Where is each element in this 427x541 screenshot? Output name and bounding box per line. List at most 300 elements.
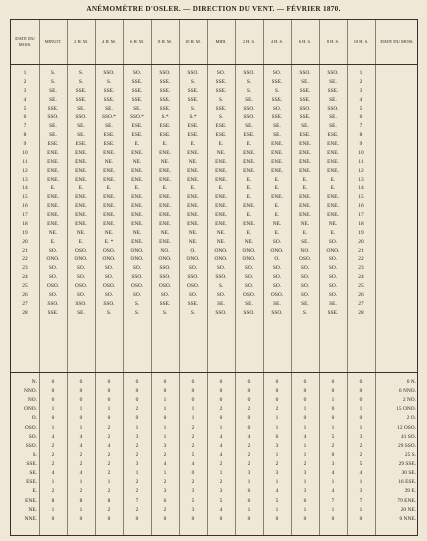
wind-cell: ESE. (215, 123, 227, 130)
count-cell: 0 (331, 451, 335, 458)
wind-cell: S. (218, 283, 224, 290)
wind-cell: E. (190, 141, 196, 148)
count-cell: 2 (163, 451, 167, 458)
wind-cell: SSO. (47, 300, 59, 307)
count-cell: 2 (135, 479, 139, 486)
count-cell: 2 (163, 506, 167, 513)
wind-cell: S.* (189, 114, 197, 121)
wind-cell: SSE. (159, 87, 171, 94)
count-cell: 1 (191, 415, 195, 422)
count-cell: 3 (247, 470, 251, 477)
count-cell: 0 (331, 388, 335, 395)
count-cell: 3 (359, 433, 363, 440)
wind-cell: SSE. (47, 105, 59, 112)
count-cell: 1 (163, 470, 167, 477)
date-cell: 21 (358, 247, 364, 254)
wind-cell: S. (190, 309, 196, 316)
count-cell: 4 (275, 488, 279, 495)
count-cell: 0 (135, 379, 139, 385)
wind-cell: SO. (272, 238, 282, 245)
count-cell: 2 (191, 424, 195, 431)
wind-cell: S. (162, 309, 168, 316)
wind-cell: SO. (104, 292, 114, 298)
count-cell: 1 (51, 479, 55, 486)
wind-cell: ENE. (159, 212, 171, 219)
count-cell: 1 (247, 506, 251, 513)
count-cell: 6 (247, 488, 251, 495)
count-cell: 2 (107, 470, 111, 477)
date-cell: 17 (22, 212, 28, 219)
wind-cell: E. (162, 185, 168, 192)
count-cell: 0 (107, 379, 111, 385)
wind-cell: E. (246, 194, 252, 201)
count-cell: 0 (107, 415, 111, 422)
total-cell: 12 OSO. (397, 424, 416, 431)
wind-cell: ENE. (187, 203, 199, 210)
count-cell: 4 (163, 461, 167, 468)
count-cell: 1 (163, 424, 167, 431)
wind-cell: NE. (216, 149, 226, 156)
wind-cell: ENE. (215, 167, 227, 174)
wind-cell: SO. (188, 292, 198, 298)
wind-cell: ENE. (327, 212, 339, 219)
wind-cell: NE. (48, 229, 58, 236)
wind-cell: S. (134, 309, 140, 316)
wind-cell: ESE. (47, 141, 59, 148)
count-cell: 2 (247, 442, 251, 449)
wind-cell: ENE. (215, 220, 227, 227)
wind-cell: ENE. (131, 203, 143, 210)
wind-cell: ESE. (103, 132, 115, 139)
wind-cell: SO. (272, 283, 282, 290)
wind-cell: NE. (272, 220, 282, 227)
wind-cell: ENE. (47, 220, 59, 227)
wind-cell: ONO. (130, 247, 144, 254)
count-cell: 2 (275, 406, 279, 413)
wind-cell: S.* (161, 114, 169, 121)
count-cell: 1 (303, 424, 307, 431)
date-cell: 3 (23, 87, 27, 94)
wind-cell: SE. (245, 123, 253, 130)
count-cell: 4 (79, 433, 83, 440)
count-cell: 2 (107, 424, 111, 431)
count-cell: 0 (219, 415, 223, 422)
wind-cell: NE. (300, 220, 310, 227)
date-cell: 22 (358, 256, 364, 263)
count-cell: 2 (107, 433, 111, 440)
wind-cell: ENE. (75, 158, 87, 165)
column-header: DATE DU MOIS. (15, 36, 35, 47)
wind-cell: ENE. (159, 149, 171, 156)
wind-cell: NE. (188, 229, 198, 236)
wind-cell: ESE. (159, 132, 171, 139)
count-cell: 2 (219, 479, 223, 486)
count-cell: 1 (303, 451, 307, 458)
wind-cell: OSO. (74, 283, 88, 290)
total-cell: 16 ESE. (398, 479, 416, 486)
count-cell: 6 (303, 497, 307, 504)
wind-cell: NE. (188, 158, 198, 165)
count-cell: 4 (303, 433, 307, 440)
count-cell: 0 (107, 397, 111, 404)
wind-cell: SE. (217, 300, 225, 307)
wind-cell: ESE. (75, 141, 87, 148)
wind-cell: SSE. (187, 300, 199, 307)
wind-cell: ENE. (75, 212, 87, 219)
wind-cell: ENE. (103, 203, 115, 210)
wind-cell: S. (246, 78, 252, 85)
wind-cell: SO. (216, 70, 226, 76)
wind-cell: SO. (104, 274, 114, 281)
wind-cell: SO. (300, 274, 310, 281)
date-cell: 25 (22, 283, 28, 290)
count-cell: 1 (359, 506, 363, 513)
direction-label: SSE. (26, 461, 37, 468)
section-rule (11, 372, 417, 373)
wind-cell: ENE. (159, 176, 171, 183)
direction-label: NO. (27, 397, 37, 404)
wind-cell: SO. (104, 265, 114, 272)
wind-cell: E. (246, 141, 252, 148)
wind-cell: SSO. (243, 114, 255, 121)
wind-cell: ENE. (159, 203, 171, 210)
wind-cell: ENE. (47, 149, 59, 156)
wind-cell: ENE. (131, 167, 143, 174)
date-cell: 10 (22, 149, 28, 156)
wind-cell: ONO. (214, 247, 228, 254)
count-cell: 4 (79, 442, 83, 449)
count-cell: 1 (79, 506, 83, 513)
wind-cell: E. (50, 238, 56, 245)
count-cell: 3 (303, 488, 307, 495)
count-cell: 2 (51, 461, 55, 468)
wind-cell: ENE. (327, 203, 339, 210)
wind-cell: ENE. (131, 220, 143, 227)
wind-cell: ONO. (102, 256, 116, 263)
direction-label: ENE. (25, 497, 37, 504)
count-cell: 2 (79, 461, 83, 468)
wind-cell: ENE. (131, 194, 143, 201)
wind-cell: NE. (104, 229, 114, 236)
count-cell: 0 (51, 415, 55, 422)
wind-cell: S. (106, 309, 112, 316)
wind-cell: SSE. (131, 96, 143, 103)
count-cell: 2 (107, 451, 111, 458)
count-cell: 3 (163, 488, 167, 495)
count-cell: 4 (79, 470, 83, 477)
count-cell: 1 (51, 506, 55, 513)
wind-cell: SO. (272, 105, 282, 112)
wind-cell: ENE. (215, 212, 227, 219)
wind-cell: NE. (132, 158, 142, 165)
count-cell: 3 (275, 470, 279, 477)
date-cell: 24 (22, 274, 28, 281)
wind-cell: NE. (216, 229, 226, 236)
column-header: 8 H. M. (158, 39, 172, 45)
wind-cell: SSE. (159, 300, 171, 307)
wind-cell: SSE. (215, 78, 227, 85)
wind-cell: ENE. (215, 203, 227, 210)
wind-cell: ONO. (242, 247, 256, 254)
wind-cell: ENE. (75, 220, 87, 227)
count-cell: 0 (275, 397, 279, 404)
count-cell: 2 (79, 488, 83, 495)
date-cell: 25 (358, 283, 364, 290)
count-cell: 2 (135, 506, 139, 513)
date-cell: 7 (23, 123, 27, 130)
count-cell: 4 (359, 470, 363, 477)
count-cell: 0 (191, 515, 195, 522)
wind-cell: ENE. (159, 194, 171, 201)
wind-cell: SSE. (327, 87, 339, 94)
direction-label: E. (32, 488, 37, 495)
wind-cell: ESE. (215, 132, 227, 139)
date-cell: 13 (358, 176, 364, 183)
wind-cell: ENE. (131, 149, 143, 156)
date-cell: 11 (358, 158, 364, 165)
date-cell: 17 (358, 212, 364, 219)
direction-label: S. (32, 451, 37, 458)
direction-label: N. (31, 379, 37, 385)
date-cell: 4 (359, 96, 363, 103)
wind-cell: SO. (132, 292, 142, 298)
wind-cell: SSO. (327, 70, 339, 76)
wind-cell: SE. (105, 105, 113, 112)
count-cell: 1 (275, 479, 279, 486)
wind-cell: SSO. (243, 70, 255, 76)
wind-cell: OSO. (158, 283, 172, 290)
wind-cell: ENE. (327, 149, 339, 156)
wind-cell: ENE. (187, 194, 199, 201)
wind-cell: SE. (49, 123, 57, 130)
wind-cell: OSO. (298, 256, 312, 263)
count-cell: 0 (163, 379, 167, 385)
wind-cell: ENE. (187, 212, 199, 219)
count-cell: 1 (79, 406, 83, 413)
date-cell: 27 (22, 300, 28, 307)
wind-cell: ENE. (327, 167, 339, 174)
count-cell: 5 (219, 497, 223, 504)
wind-cell: E. (274, 203, 280, 210)
wind-cell: ENE. (187, 149, 199, 156)
count-cell: 2 (107, 488, 111, 495)
column-header: 6 H. S. (298, 39, 312, 45)
wind-cell: ESE. (103, 141, 115, 148)
wind-cell: SE. (329, 123, 337, 130)
wind-cell: SO. (300, 265, 310, 272)
count-cell: 1 (163, 397, 167, 404)
wind-cell: ENE. (327, 158, 339, 165)
count-cell: 0 (135, 415, 139, 422)
wind-cell: SSE. (187, 96, 199, 103)
wind-cell: E. (134, 185, 140, 192)
date-cell: 28 (22, 309, 28, 316)
wind-cell: E. (78, 238, 84, 245)
wind-cell: ENE. (299, 212, 311, 219)
count-cell: 2 (135, 451, 139, 458)
total-cell: 2 O. (406, 415, 416, 422)
wind-cell: SSO. (131, 274, 143, 281)
wind-cell: SSE. (131, 87, 143, 94)
wind-cell: S. (218, 114, 224, 121)
count-cell: 1 (359, 406, 363, 413)
count-cell: 3 (135, 461, 139, 468)
wind-cell: E. (246, 185, 252, 192)
wind-cell: SE. (301, 123, 309, 130)
count-cell: 2 (247, 461, 251, 468)
wind-cell: ENE. (271, 194, 283, 201)
wind-cell: SO. (272, 265, 282, 272)
count-cell: 3 (303, 470, 307, 477)
wind-cell: SSO. (103, 70, 115, 76)
count-cell: 2 (191, 442, 195, 449)
direction-label: SSO. (25, 442, 37, 449)
count-cell: 0 (135, 515, 139, 522)
count-cell: 0 (247, 515, 251, 522)
wind-cell: NE. (244, 238, 254, 245)
wind-cell: ESE. (131, 123, 143, 130)
wind-cell: SO. (216, 292, 226, 298)
date-cell: 10 (358, 149, 364, 156)
wind-cell: SE. (301, 238, 309, 245)
wind-cell: SSE. (299, 87, 311, 94)
wind-cell: ENE. (271, 149, 283, 156)
wind-cell: ENE. (131, 212, 143, 219)
column-header: DATE DU MOIS. (380, 39, 414, 45)
wind-cell: SE. (77, 132, 85, 139)
wind-cell: S. (50, 78, 56, 85)
direction-label: SE. (29, 470, 37, 477)
wind-cell: NE. (188, 238, 198, 245)
wind-cell: SE. (329, 78, 337, 85)
count-cell: 7 (359, 497, 363, 504)
wind-cell: SO. (132, 265, 142, 272)
count-cell: 4 (51, 470, 55, 477)
wind-cell: SE. (49, 132, 57, 139)
wind-cell: SO. (272, 70, 282, 76)
wind-cell: ENE. (299, 203, 311, 210)
wind-cell: SO. (48, 265, 58, 272)
wind-cell: O. (190, 247, 196, 254)
wind-cell: SO. (300, 292, 310, 298)
count-cell: 0 (303, 388, 307, 395)
count-cell: 2 (191, 479, 195, 486)
wind-cell: E. (274, 212, 280, 219)
count-cell: 2 (359, 451, 363, 458)
count-cell: 0 (191, 388, 195, 395)
wind-cell: ENE. (299, 167, 311, 174)
wind-cell: S. (134, 300, 140, 307)
total-cell: 0 NNO. (398, 388, 416, 395)
total-cell: 30 SE. (401, 470, 416, 477)
wind-cell: ONO. (270, 247, 284, 254)
column-header: 2 H. S. (242, 39, 256, 45)
wind-cell: SO. (48, 274, 58, 281)
wind-cell: ONO. (130, 256, 144, 263)
count-cell: 2 (219, 461, 223, 468)
wind-cell: ENE. (159, 220, 171, 227)
date-cell: 20 (358, 238, 364, 245)
count-cell: 1 (79, 424, 83, 431)
count-cell: 1 (51, 406, 55, 413)
wind-cell: O. (274, 256, 280, 263)
count-cell: 1 (135, 424, 139, 431)
wind-cell: E. (78, 185, 84, 192)
wind-cell: SSO. (299, 70, 311, 76)
date-cell: 12 (358, 167, 364, 174)
wind-cell: SE. (105, 123, 113, 130)
count-cell: 1 (163, 433, 167, 440)
column-header: 10 H. S. (353, 39, 369, 45)
wind-cell: SSE. (299, 114, 311, 121)
wind-cell: ENE. (159, 167, 171, 174)
total-cell: 0 NNE. (399, 515, 416, 522)
count-cell: 0 (331, 515, 335, 522)
wind-cell: ONO. (74, 256, 88, 263)
count-cell: 2 (163, 479, 167, 486)
count-cell: 2 (331, 442, 335, 449)
count-cell: 1 (247, 479, 251, 486)
wind-cell: SSE. (271, 96, 283, 103)
count-cell: 0 (107, 515, 111, 522)
date-cell: 8 (23, 132, 27, 139)
count-cell: 0 (247, 379, 251, 385)
count-cell: 1 (331, 506, 335, 513)
date-cell: 24 (358, 274, 364, 281)
date-cell: 4 (23, 96, 27, 103)
wind-cell: S. (302, 309, 308, 316)
wind-cell: ENE. (187, 167, 199, 174)
column-header: 2 H. M. (74, 39, 88, 45)
wind-cell: SSE. (75, 96, 87, 103)
date-cell: 5 (23, 105, 27, 112)
wind-cell: SSO.* (102, 114, 116, 121)
count-cell: 0 (359, 515, 363, 522)
direction-label: NE. (28, 506, 37, 513)
count-cell: 6 (247, 497, 251, 504)
count-cell: 0 (359, 415, 363, 422)
wind-cell: NO. (160, 247, 170, 254)
wind-cell: E. (330, 229, 336, 236)
wind-cell: E. (246, 176, 252, 183)
count-cell: 0 (51, 397, 55, 404)
date-cell: 15 (22, 194, 28, 201)
wind-cell: OSO. (242, 292, 256, 298)
wind-cell: OSO. (270, 292, 284, 298)
count-cell: 2 (51, 442, 55, 449)
wind-cell: SSO. (243, 105, 255, 112)
wind-cell: SO. (132, 70, 142, 76)
wind-cell: OSO. (102, 283, 116, 290)
count-cell: 0 (219, 379, 223, 385)
count-cell: 8 (51, 497, 55, 504)
wind-cell: ONO. (186, 256, 200, 263)
wind-cell: ENE. (103, 149, 115, 156)
wind-cell: E. (106, 185, 112, 192)
wind-cell: ENE. (47, 176, 59, 183)
count-cell: 0 (51, 388, 55, 395)
wind-cell: SE. (329, 114, 337, 121)
count-cell: 4 (247, 433, 251, 440)
wind-cell: ENE. (75, 167, 87, 174)
count-cell: 1 (107, 479, 111, 486)
wind-cell: ENE. (271, 141, 283, 148)
count-cell: 1 (303, 406, 307, 413)
count-cell: 0 (331, 406, 335, 413)
wind-cell: E. (274, 229, 280, 236)
date-cell: 28 (358, 309, 364, 316)
count-cell: 1 (331, 479, 335, 486)
